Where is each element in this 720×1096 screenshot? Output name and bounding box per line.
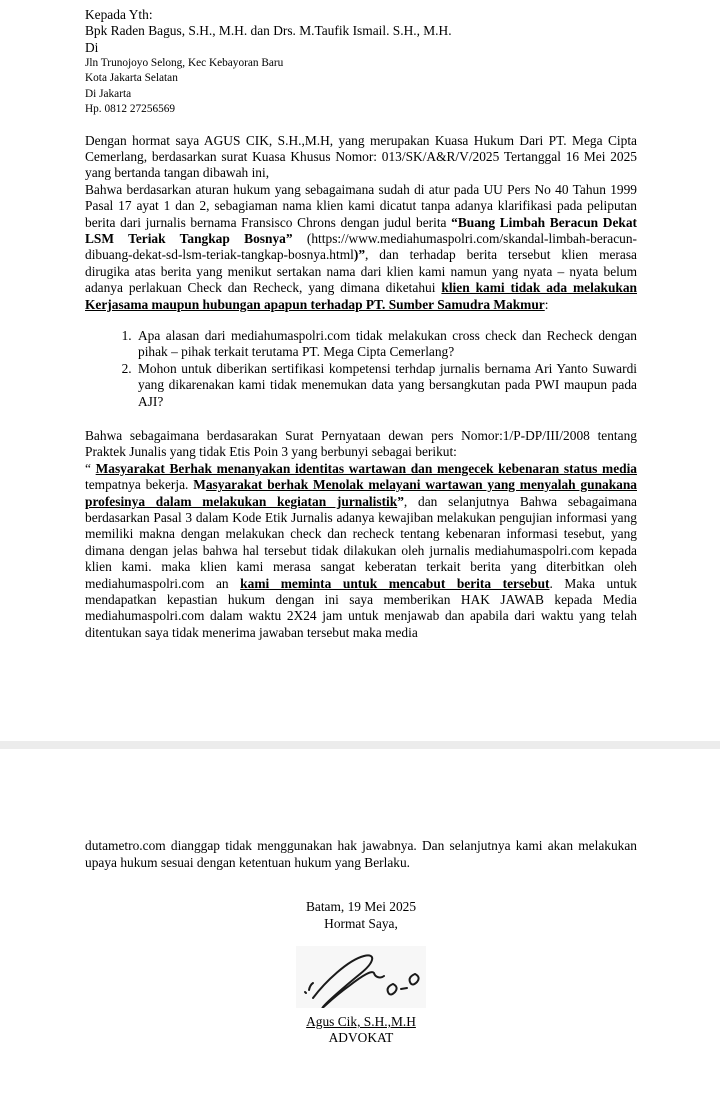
recipient-address-line: Jln Trunojoyo Selong, Kec Kebayoran Baru [85, 56, 284, 69]
text-run: “Buang Limbah Beracun Dekat LSM Teriak Tangkap Bosnya” [85, 214, 637, 246]
recipient-phone-line: Hp. 0812 27256569 [85, 103, 176, 116]
text-run: tempatnya bekerja. [85, 477, 194, 493]
question-list [85, 328, 637, 410]
recipient-line: Bpk Raden Bagus, S.H., M.H. dan Drs. M.Taufik Ismail. S.H., M.H. [85, 23, 452, 39]
place-date: Batam, 19 Mei 2025 [305, 899, 417, 915]
recipient-line: Di [85, 39, 99, 55]
text-run: M [193, 477, 206, 493]
text-run: Bahwa sebagaimana berdasarakan Surat Pernyataan dewan pers Nomor:1/P-DP/III/2008 tentang Praktek Junalis yang tidak Etis Poin 3 yang berbunyi sebagai berikut: [85, 428, 637, 460]
text-run: ” [397, 493, 404, 509]
salutation: Hormat Saya, [324, 915, 398, 931]
question-list-item [135, 361, 637, 410]
paragraph-press-council [85, 428, 637, 461]
signer-title: ADVOKAT [328, 1030, 394, 1046]
signature-scribble-icon [296, 946, 426, 1008]
recipient-line: Kepada Yth: [85, 7, 153, 22]
text-run: dutametro.com dianggap tidak menggunakan hak jawabnya. Dan selanjutnya kami akan melakukan upaya hukum sesuai dengan ketentuan hukum yang Berlaku. [85, 838, 637, 870]
letter-page-2 [0, 749, 720, 1046]
text-run: )” [353, 247, 366, 263]
text-run: Masyarakat Berhak menanyakan identitas wartawan dan mengecek kebenaran status media [95, 460, 638, 476]
text-run: kami meminta untuk mencabut berita tersebut [240, 575, 550, 591]
paragraph-legal-basis [85, 182, 637, 313]
question-text: Apa alasan dari mediahumaspolri.com tidak melakukan cross check dan Recheck dengan pihak – pihak terkait terutama PT. Mega Cipta Cemerlang? [138, 327, 637, 360]
text-run: Dengan hormat saya AGUS CIK, S.H.,M.H, yang merupakan Kuasa Hukum Dari PT. Mega Cipta Cemerlang, berdasarkan surat Kuasa Khusus Nomor: 013/SK/A&R/V/2025 Tertanggal 16 Mei 2025 yang bertanda tangan dibawah ini, [85, 132, 637, 181]
text-run: (https://www.mediahumaspolri.com/skandal-limbah-beracun-dibuang-dekat-sd-lsm-teriak-tangkap-bosnya.html [85, 230, 637, 263]
text-run: , dan terhadap berita tersebut klien merasa dirugika atas berita yang menikut sertakan nama dari klien kami namun yang nyata – nyata belum adanya perlakuan Check dan Recheck, yang dimana diketahui [85, 247, 637, 296]
text-run: , dan selanjutnya Bahwa sebagaimana berdasarkan Pasal 3 dalam Kode Etik Jurnalis adanya kewajiban melakukan pengujian informasi yang memiliki makna dengan melakukan check dan recheck tentang kebenaran informasi tesebut, yang dimana dengan jelas bahwa hal tersebut tidak dilakukan oleh jurnalis mediahumaspolri.com kepada klien kami. maka klien kami merasa sangat keberatan terkait berita yang diterbitkan oleh mediahumaspolri.com an [85, 493, 637, 591]
recipient-block [85, 7, 637, 118]
text-run: Bahwa berdasarkan aturan hukum yang sebagaimana sudah di atur pada UU Pers No 40 Tahun 1999 Pasal 17 ayat 1 dan 2, sebagiaman nama klien kami dicatut tanpa adanya klarifikasi pada peliputan berita dari jurnalis bernama Fransisco Chrons dengan judul berita [85, 181, 637, 230]
recipient-address-line: Di Jakarta [85, 87, 132, 100]
text-run: “ [85, 460, 96, 476]
signer-name: Agus Cik, S.H.,M.H [306, 1013, 416, 1029]
paragraph-introduction [85, 133, 637, 182]
text-run: . Maka untuk mendapatkan kepastian hukum dengan ini saya memberikan HAK JAWAB kepada Media mediahumaspolri.com dalam waktu 2X24 jam untuk menjawab dan apabila dari waktu yang telah ditentukan saya tidak menerima jawaban tersebut maka media [85, 575, 637, 640]
signature-image [296, 946, 426, 1008]
text-run: : [544, 296, 549, 312]
paragraph-quote-and-demand [85, 461, 637, 641]
text-run: klien kami tidak ada melakukan Kerjasama maupun hubungan apapun terhadap PT. Sumber Samudra Makmur [85, 280, 637, 312]
recipient-address-line: Kota Jakarta Selatan [85, 72, 178, 85]
page-break-separator [0, 741, 720, 749]
closing-block [85, 899, 637, 932]
question-list-item [135, 328, 637, 361]
paragraph-closing [85, 838, 637, 871]
text-run: asyarakat berhak Menolak melayani wartawan yang menyalah gunakana profesinya dalam melakukan kegiatan jurnalistik [85, 477, 638, 509]
question-text: Mohon untuk diberikan sertifikasi kompetensi terhdap jurnalis bernama Ari Yanto Suwardi yang dikarenakan kami tidak menemukan data yang bersangkutan pada PWI maupun pada AJI? [138, 360, 637, 409]
